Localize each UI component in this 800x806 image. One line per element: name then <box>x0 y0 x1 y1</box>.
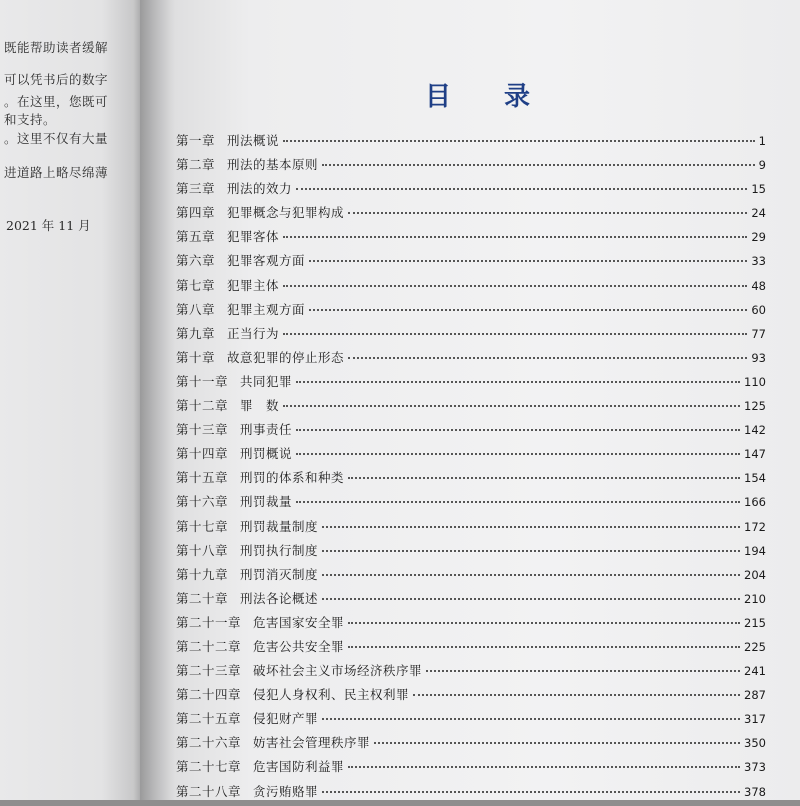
toc-chapter-title: 危害国防利益罪 <box>253 759 345 775</box>
toc-chapter-number: 第九章 <box>176 325 216 341</box>
toc-leader-dots <box>322 790 740 793</box>
toc-leader-dots <box>309 259 747 262</box>
toc-chapter-number: 第二章 <box>176 157 216 173</box>
contents-title: 目 录 <box>425 82 553 112</box>
toc-page-number: 93 <box>751 350 766 365</box>
book-gutter <box>140 0 180 800</box>
left-page-date: 2021 年 11 月 <box>6 218 91 233</box>
toc-entry <box>176 179 766 203</box>
toc-leader-dots <box>296 380 740 383</box>
toc-entry <box>176 541 766 565</box>
toc-entry <box>176 300 766 324</box>
toc-chapter-number: 第七章 <box>176 277 216 293</box>
toc-chapter-title: 犯罪概念与犯罪构成 <box>227 205 345 221</box>
toc-chapter-title: 贪污贿赂罪 <box>253 783 319 799</box>
toc-entry <box>176 685 766 709</box>
toc-leader-dots <box>348 765 740 768</box>
toc-entry <box>176 661 766 685</box>
toc-chapter-title: 刑法的基本原则 <box>227 157 319 173</box>
toc-leader-dots <box>296 187 747 190</box>
toc-leader-dots <box>322 573 740 576</box>
toc-page-number: 194 <box>744 543 766 558</box>
left-page-line: 。在这里，您既可 <box>4 94 109 109</box>
toc-leader-dots <box>283 332 747 335</box>
toc-page-number: 317 <box>744 712 766 727</box>
left-page-line: 进道路上略尽绵薄 <box>4 165 109 180</box>
toc-page-number: 373 <box>744 760 766 775</box>
toc-chapter-title: 故意犯罪的停止形态 <box>227 349 345 365</box>
toc-entry <box>176 589 766 613</box>
toc-page-number: 142 <box>744 423 766 438</box>
toc-chapter-title: 共同犯罪 <box>240 373 293 389</box>
toc-page-number: 33 <box>751 254 766 269</box>
toc-entry <box>176 492 766 516</box>
toc-page-number: 166 <box>744 495 766 510</box>
toc-entry <box>176 637 766 661</box>
toc-entry <box>176 348 766 372</box>
toc-entry <box>176 733 766 757</box>
toc-entry <box>176 565 766 589</box>
toc-chapter-title: 侵犯财产罪 <box>253 711 319 727</box>
toc-leader-dots <box>348 621 740 624</box>
toc-page-number: 172 <box>744 519 766 534</box>
toc-chapter-number: 第四章 <box>176 205 216 221</box>
toc-page-number: 287 <box>744 688 766 703</box>
toc-leader-dots <box>322 525 740 528</box>
toc-chapter-title: 危害国家安全罪 <box>253 614 345 630</box>
toc-chapter-number: 第十八章 <box>176 542 229 558</box>
toc-page-number: 60 <box>751 302 766 317</box>
toc-page-number: 1 <box>758 134 766 148</box>
toc-chapter-number: 第十二章 <box>176 398 229 414</box>
toc-chapter-title: 正当行为 <box>227 325 280 341</box>
toc-chapter-number: 第三章 <box>176 181 216 197</box>
toc-entry <box>176 444 766 468</box>
toc-page-number: 48 <box>751 278 766 293</box>
toc-chapter-number: 第二十五章 <box>176 711 242 727</box>
toc-entry <box>176 203 766 227</box>
toc-entry <box>176 155 766 179</box>
toc-chapter-title: 刑法各论概述 <box>240 590 319 606</box>
toc-chapter-number: 第二十三章 <box>176 663 242 679</box>
toc-chapter-title: 刑罚概说 <box>240 446 293 462</box>
toc-entry <box>176 468 766 492</box>
toc-chapter-title: 刑罚裁量制度 <box>240 518 319 534</box>
toc-leader-dots <box>348 476 740 479</box>
toc-chapter-title: 犯罪客体 <box>227 229 280 245</box>
toc-chapter-number: 第五章 <box>176 229 216 245</box>
toc-chapter-number: 第十九章 <box>176 566 229 582</box>
toc-chapter-title: 罪 数 <box>240 398 280 414</box>
toc-chapter-title: 刑罚执行制度 <box>240 542 319 558</box>
toc-chapter-number: 第六章 <box>176 253 216 269</box>
toc-leader-dots <box>348 356 747 359</box>
toc-chapter-number: 第二十六章 <box>176 735 242 751</box>
toc-chapter-title: 危害公共安全罪 <box>253 638 345 654</box>
toc-entry <box>176 324 766 348</box>
toc-entry <box>176 372 766 396</box>
toc-page-number: 125 <box>744 399 766 414</box>
toc-page-number: 24 <box>751 206 766 221</box>
toc-entry <box>176 131 766 155</box>
toc-chapter-title: 侵犯人身权利、民主权利罪 <box>253 687 410 703</box>
left-page-line: 和支持。 <box>4 112 57 127</box>
left-page-line: 可以凭书后的数字 <box>4 72 109 87</box>
toc-entry <box>176 517 766 541</box>
toc-chapter-title: 犯罪客观方面 <box>227 253 306 269</box>
toc-page-number: 350 <box>744 736 766 751</box>
toc-page-number: 15 <box>751 182 766 197</box>
toc-leader-dots <box>296 452 740 455</box>
toc-page-number: 77 <box>751 326 766 341</box>
toc-chapter-number: 第二十一章 <box>176 614 242 630</box>
toc-chapter-number: 第二十七章 <box>176 759 242 775</box>
toc-leader-dots <box>348 645 740 648</box>
left-page <box>0 0 145 800</box>
toc-leader-dots <box>283 235 747 238</box>
toc-chapter-number: 第二十二章 <box>176 638 242 654</box>
toc-entry <box>176 276 766 300</box>
toc-leader-dots <box>283 284 747 287</box>
toc-chapter-number: 第十四章 <box>176 446 229 462</box>
toc-page-number: 29 <box>751 230 766 245</box>
toc-entry <box>176 227 766 251</box>
toc-chapter-number: 第八章 <box>176 301 216 317</box>
toc-leader-dots <box>309 308 747 311</box>
toc-page-number: 9 <box>758 158 766 173</box>
toc-chapter-number: 第十五章 <box>176 470 229 486</box>
table-of-contents <box>176 131 766 806</box>
toc-chapter-title: 破坏社会主义市场经济秩序罪 <box>253 663 423 679</box>
toc-leader-dots <box>283 404 740 407</box>
left-page-line: 既能帮助读者缓解 <box>4 40 109 55</box>
toc-page-number: 204 <box>744 567 766 582</box>
toc-entry <box>176 396 766 420</box>
toc-page-number: 378 <box>744 784 766 799</box>
toc-page-number: 110 <box>744 374 766 389</box>
toc-leader-dots <box>296 500 740 503</box>
toc-page-number: 154 <box>744 471 766 486</box>
toc-chapter-number: 第十七章 <box>176 518 229 534</box>
toc-page-number: 215 <box>744 615 766 630</box>
toc-chapter-title: 刑法的效力 <box>227 181 293 197</box>
toc-chapter-title: 妨害社会管理秩序罪 <box>253 735 371 751</box>
toc-leader-dots <box>283 139 755 142</box>
toc-chapter-number: 第十章 <box>176 349 216 365</box>
toc-entry <box>176 782 766 806</box>
toc-chapter-number: 第十六章 <box>176 494 229 510</box>
toc-chapter-number: 第十一章 <box>176 373 229 389</box>
toc-leader-dots <box>322 549 740 552</box>
toc-chapter-number: 第二十章 <box>176 590 229 606</box>
toc-chapter-number: 第二十八章 <box>176 783 242 799</box>
toc-leader-dots <box>426 669 740 672</box>
toc-chapter-title: 刑罚消灭制度 <box>240 566 319 582</box>
toc-entry <box>176 420 766 444</box>
toc-chapter-number: 第二十四章 <box>176 687 242 703</box>
toc-leader-dots <box>374 741 740 744</box>
toc-chapter-title: 刑事责任 <box>240 422 293 438</box>
toc-page-number: 147 <box>744 447 766 462</box>
toc-page-number: 241 <box>744 664 766 679</box>
toc-entry <box>176 757 766 781</box>
toc-page-number: 210 <box>744 591 766 606</box>
toc-leader-dots <box>413 693 740 696</box>
toc-chapter-title: 犯罪主观方面 <box>227 301 306 317</box>
toc-entry <box>176 251 766 275</box>
toc-entry <box>176 613 766 637</box>
toc-chapter-title: 刑罚的体系和种类 <box>240 470 345 486</box>
toc-chapter-number: 第一章 <box>176 133 216 148</box>
left-page-line: 。这里不仅有大量 <box>4 131 109 146</box>
toc-leader-dots <box>322 163 755 166</box>
toc-chapter-number: 第十三章 <box>176 422 229 438</box>
toc-entry <box>176 709 766 733</box>
toc-leader-dots <box>322 597 740 600</box>
page-footer-mark <box>700 780 760 800</box>
toc-leader-dots <box>296 428 740 431</box>
toc-chapter-title: 刑罚裁量 <box>240 494 293 510</box>
toc-chapter-title: 刑法概说 <box>227 133 280 148</box>
toc-chapter-title: 犯罪主体 <box>227 277 280 293</box>
toc-leader-dots <box>348 211 747 214</box>
toc-page-number: 225 <box>744 639 766 654</box>
toc-leader-dots <box>322 717 740 720</box>
